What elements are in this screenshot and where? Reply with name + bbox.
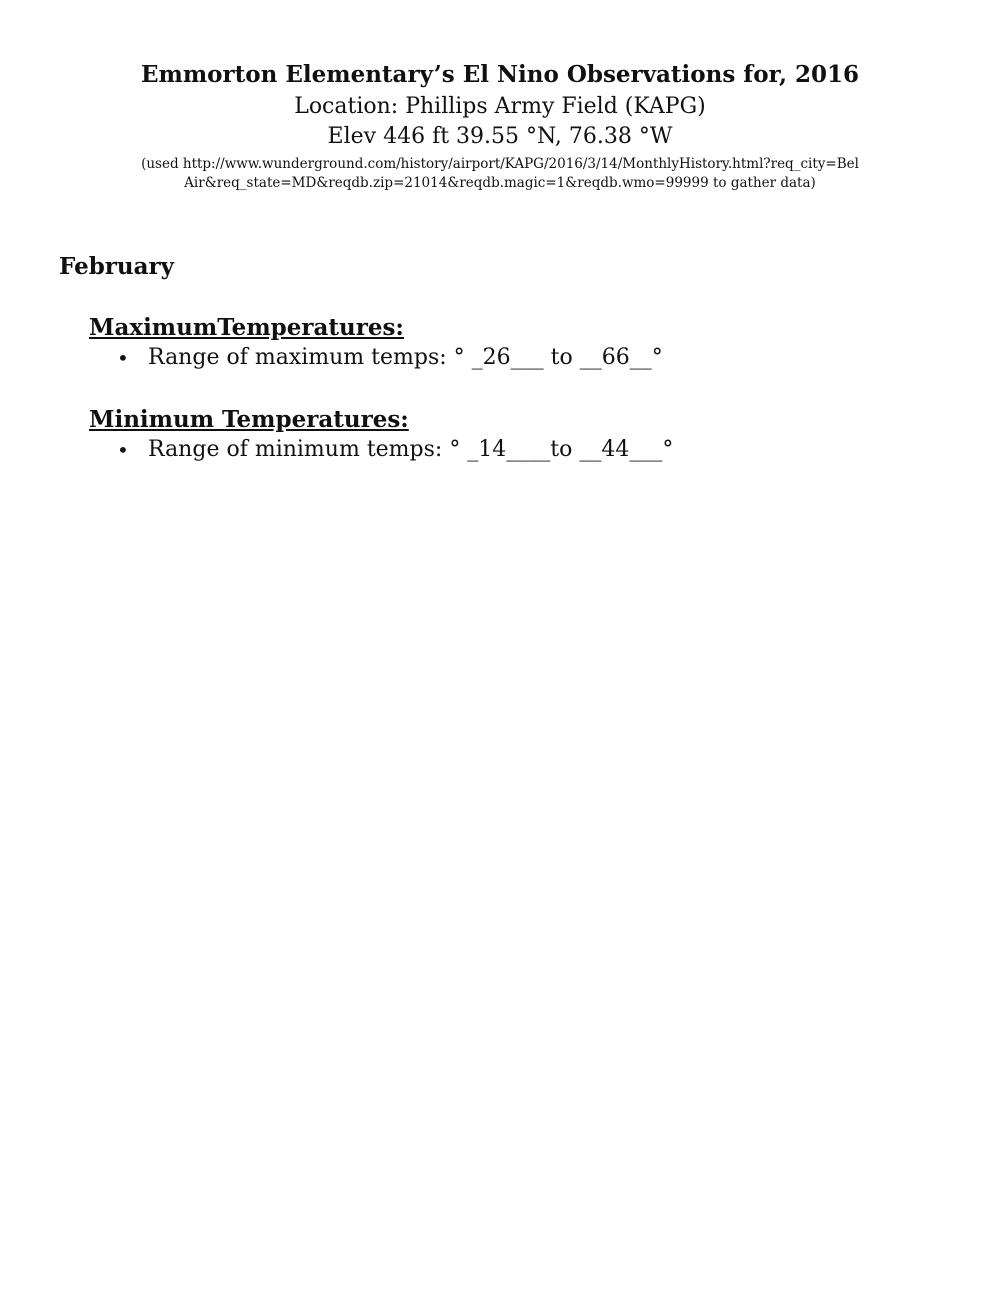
source-note-line-1: (used http://www.wunderground.com/history/airport/KAPG/2016/3/14/MonthlyHistory.html?req_city=Bel	[141, 156, 859, 172]
maximum-temperatures-item	[117, 343, 909, 373]
document-header	[60, 58, 940, 193]
minimum-temperatures-range: Range of minimum temps: ° _14____to __44___°	[148, 437, 674, 462]
location-line: Location: Phillips Army Field (KAPG)	[294, 94, 706, 119]
minimum-temperatures-heading: Minimum Temperatures:	[89, 406, 409, 433]
minimum-temperatures-section	[89, 405, 909, 465]
bullet-icon: •	[117, 346, 129, 370]
source-note-line-2: Air&req_state=MD&reqdb.zip=21014&reqdb.magic=1&reqdb.wmo=99999 to gather data)	[184, 175, 816, 191]
bullet-icon: •	[117, 438, 129, 462]
elevation-line: Elev 446 ft 39.55 °N, 76.38 °W	[327, 124, 673, 149]
month-heading: February	[59, 253, 175, 280]
minimum-temperatures-item	[117, 435, 909, 465]
maximum-temperatures-heading: MaximumTemperatures:	[89, 314, 404, 341]
maximum-temperatures-range: Range of maximum temps: ° _26___ to __66__°	[148, 345, 663, 370]
document-title: Emmorton Elementary’s El Nino Observations for, 2016	[140, 61, 860, 88]
maximum-temperatures-section	[89, 313, 909, 373]
source-note	[60, 155, 940, 193]
